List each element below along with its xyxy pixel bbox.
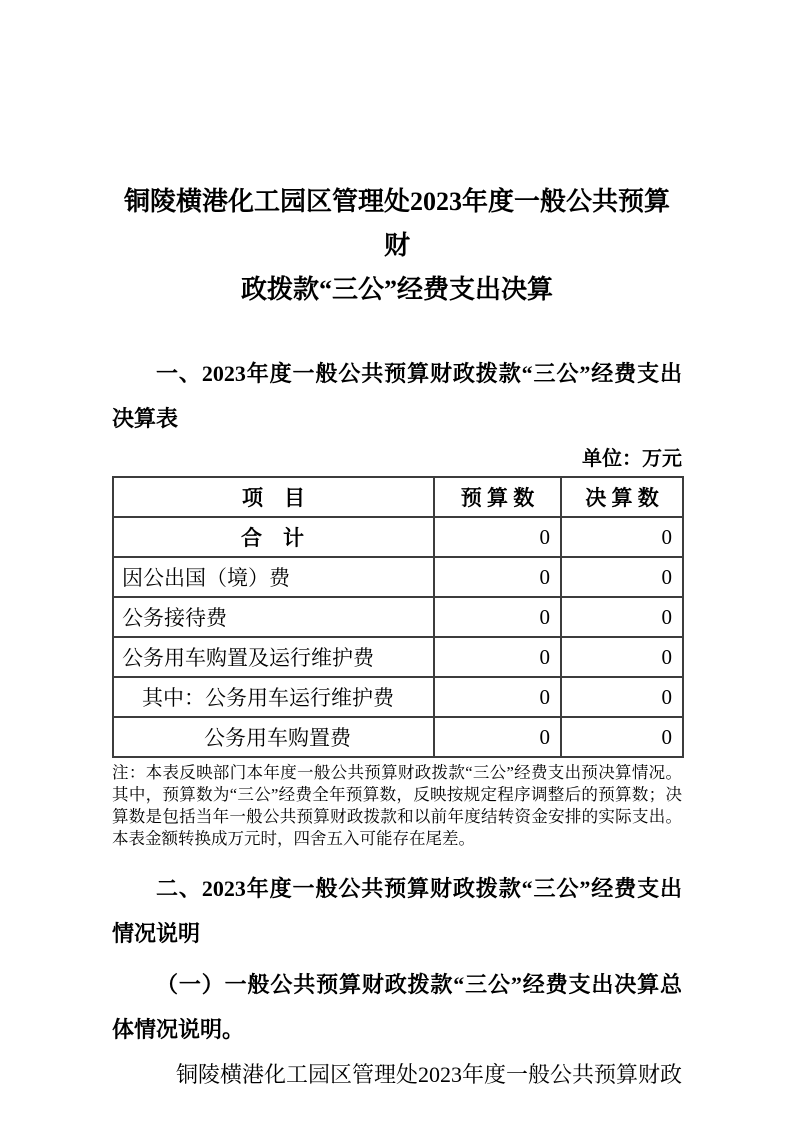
row-label-cell: 其中：公务用车运行维护费 xyxy=(113,677,434,717)
body-paragraph-1: 铜陵横港化工园区管理处2023年度一般公共预算财政 xyxy=(176,1062,683,1087)
column-header-final: 决 算 数 xyxy=(561,477,683,517)
final-value-cell: 0 xyxy=(561,557,683,597)
three-public-expense-table xyxy=(112,476,684,758)
budget-value-cell: 0 xyxy=(434,517,561,557)
final-value-cell: 0 xyxy=(561,637,683,677)
table-row-total xyxy=(113,517,683,557)
final-value-cell: 0 xyxy=(561,677,683,717)
document-title-line1: 铜陵横港化工园区管理处2023年度一般公共预算财 xyxy=(123,187,670,260)
budget-value-cell: 0 xyxy=(434,557,561,597)
budget-value-cell: 0 xyxy=(434,637,561,677)
column-header-item: 项 目 xyxy=(113,477,434,517)
section2-heading: 二、2023年度一般公共预算财政拨款“三公”经费支出情况说明 xyxy=(112,876,682,946)
table-header-row xyxy=(113,477,683,517)
document-title-line2: 政拨款“三公”经费支出决算 xyxy=(240,275,553,304)
table-unit-label: 单位：万元 xyxy=(582,448,682,470)
row-label-cell: 公务用车购置及运行维护费 xyxy=(113,637,434,677)
row-label-cell: 公务接待费 xyxy=(113,597,434,637)
row-label-cell: 公务用车购置费 xyxy=(113,717,434,757)
row-label-cell: 合 计 xyxy=(113,517,434,557)
table-row-abroad xyxy=(113,557,683,597)
section1-heading: 一、2023年度一般公共预算财政拨款“三公”经费支出决算表 xyxy=(112,361,682,431)
table-row-vehicle-purchase xyxy=(113,717,683,757)
final-value-cell: 0 xyxy=(561,717,683,757)
budget-value-cell: 0 xyxy=(434,717,561,757)
document-title xyxy=(112,180,682,312)
column-header-budget: 预 算 数 xyxy=(434,477,561,517)
table-note: 注：本表反映部门本年度一般公共预算财政拨款“三公”经费支出预决算情况。其中，预算数为“三公”经费全年预算数，反映按规定程序调整后的预算数；决算数是包括当年一般公共预算财政拨款和以前年度结转资金安排的实际支出。本表金额转换成万元时，四舍五入可能存在尾差。 xyxy=(112,763,682,848)
final-value-cell: 0 xyxy=(561,517,683,557)
final-value-cell: 0 xyxy=(561,597,683,637)
table-row-vehicle-operation xyxy=(113,677,683,717)
row-label-cell: 因公出国（境）费 xyxy=(113,557,434,597)
subsection1-heading: （一）一般公共预算财政拨款“三公”经费支出决算总体情况说明。 xyxy=(112,972,682,1042)
budget-value-cell: 0 xyxy=(434,677,561,717)
budget-value-cell: 0 xyxy=(434,597,561,637)
table-row-vehicle-total xyxy=(113,637,683,677)
table-row-reception xyxy=(113,597,683,637)
